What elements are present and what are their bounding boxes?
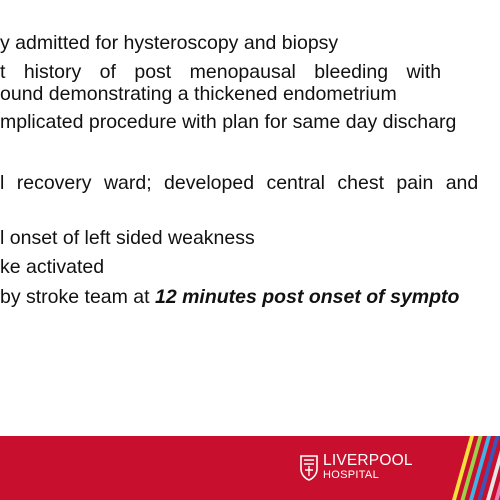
bullet-line-3: mplicated procedure with plan for same day discharg — [0, 111, 457, 133]
logo-text-hospital: HOSPITAL — [323, 469, 379, 481]
bullet-line-6: ke activated — [0, 256, 105, 278]
line-7-prefix: by stroke team at — [0, 286, 155, 308]
bullet-line-2: t history of post menopausal bleeding with — [0, 61, 442, 83]
bullet-line-2-continued: ound demonstrating a thickened endometrium — [0, 83, 397, 105]
bullet-line-1: y admitted for hysteroscopy and biopsy — [0, 32, 339, 54]
bullet-line-7 — [0, 286, 459, 308]
line-7-emphasis: 12 minutes post onset of sympto — [154, 286, 460, 308]
liverpool-hospital-logo — [300, 453, 450, 489]
bullet-line-4: l recovery ward; developed central chest pain and — [0, 172, 479, 194]
bullet-line-5: l onset of left sided weakness — [0, 227, 255, 249]
logo-text-liverpool: LIVERPOOL — [323, 452, 413, 469]
shield-icon — [300, 455, 318, 481]
